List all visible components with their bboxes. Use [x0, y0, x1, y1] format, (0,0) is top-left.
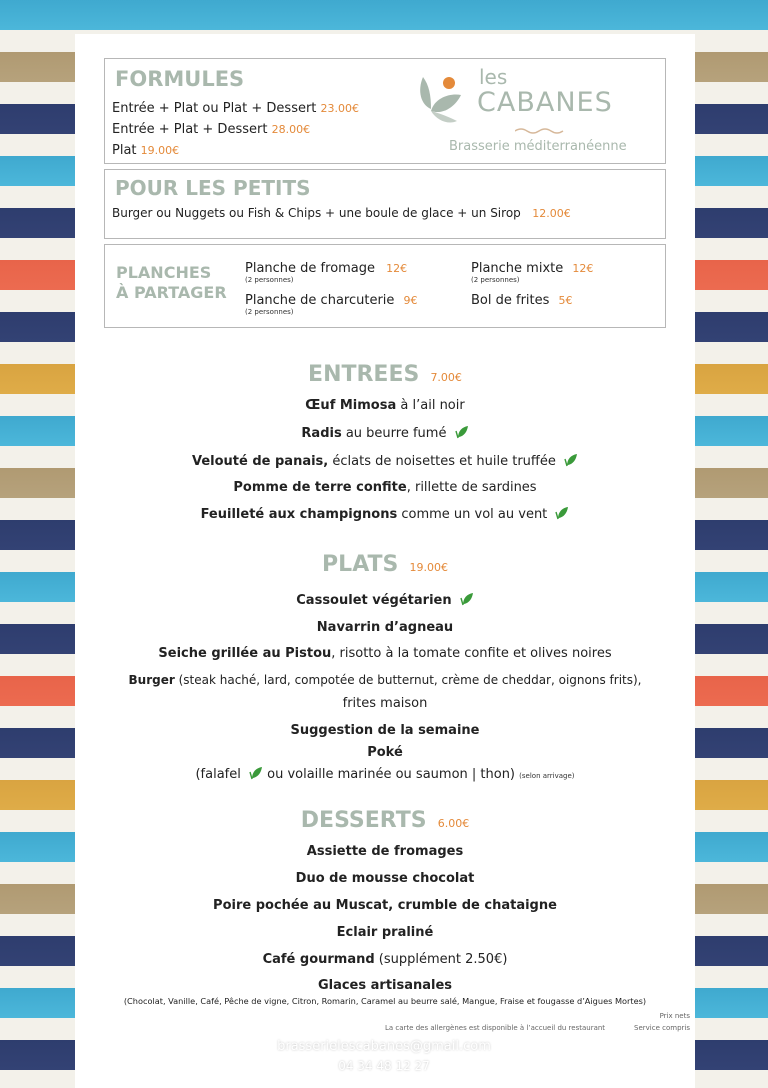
poke-detail: (falafel ou volaille marinée ou saumon | thon) (selon arrivage) — [195, 767, 575, 782]
formules-item: Entrée + Plat + Dessert 28.00€ — [112, 122, 311, 137]
entree-item: Velouté de panais, éclats de noisettes et huile truffée — [75, 453, 695, 469]
planche-item: Planche de fromage 12€ (2 personnes) — [245, 261, 408, 284]
leaf-logo-icon — [415, 71, 465, 131]
desserts-heading: DESSERTS 6.00€ — [300, 808, 470, 833]
vegetarian-leaf-icon — [455, 425, 469, 439]
glaces-detail: (Chocolat, Vanille, Café, Pêche de vigne, Citron, Romarin, Caramel au beurre salé, Mangue, Fraise et fougasse d’Aigues Mortes) — [123, 996, 647, 1006]
logo-name: CABANES — [477, 87, 613, 118]
entree-item: Œuf Mimosa à l’ail noir — [305, 398, 465, 413]
logo-tagline: Brasserie méditerranéenne — [449, 139, 627, 154]
formules-item: Entrée + Plat ou Plat + Dessert 23.00€ — [112, 101, 360, 116]
plat-item: Burger (steak haché, lard, compotée de butternut, crème de cheddar, oignons frits), — [128, 673, 642, 687]
allergenes-note: La carte des allergènes est disponible à l’accueil du restaurant — [385, 1024, 606, 1032]
logo-les: les — [479, 65, 508, 89]
poke-title: Poké — [367, 745, 403, 760]
vegetarian-leaf-icon — [555, 506, 569, 520]
entree-item: Pomme de terre confite, rillette de sardines — [233, 480, 537, 495]
dessert-item: Glaces artisanales — [317, 978, 453, 993]
plat-item: Cassoulet végétarien — [75, 592, 695, 608]
dessert-item: Assiette de fromages — [306, 844, 464, 859]
vegetarian-leaf-icon — [460, 592, 474, 606]
planche-item: Planche de charcuterie 9€ (2 personnes) — [245, 293, 418, 316]
entrees-heading: ENTREES 7.00€ — [308, 362, 462, 387]
planche-item: Bol de frites 5€ — [471, 293, 573, 308]
petits-title: POUR LES PETITS — [115, 176, 311, 200]
logo — [415, 65, 655, 157]
plats-heading: PLATS 19.00€ — [322, 552, 448, 577]
formules-title: FORMULES — [115, 67, 245, 91]
dessert-item: Poire pochée au Muscat, crumble de chataigne — [213, 898, 557, 913]
planche-item: Planche mixte 12€ (2 personnes) — [471, 261, 594, 284]
suggestion-title: Suggestion de la semaine — [290, 723, 480, 738]
plat-item: frites maison — [342, 696, 428, 711]
entree-item: Feuilleté aux champignons comme un vol au vent — [75, 506, 695, 522]
dessert-item: Eclair praliné — [336, 925, 434, 940]
formules-box — [104, 58, 666, 164]
wave-icon — [515, 127, 565, 135]
dessert-item: Duo de mousse chocolat — [295, 871, 475, 886]
formules-item: Plat 19.00€ — [112, 143, 180, 158]
petits-box — [104, 169, 666, 239]
plat-item: Seiche grillée au Pistou, risotto à la tomate confite et olives noires — [158, 646, 612, 661]
petits-text: Burger ou Nuggets ou Fish & Chips + une boule de glace + un Sirop 12.00€ — [112, 206, 571, 220]
planches-title: PLANCHES À PARTAGER — [116, 263, 227, 302]
entree-item: Radis au beurre fumé — [75, 425, 695, 441]
planches-box — [104, 244, 666, 328]
vegetarian-leaf-icon — [564, 453, 578, 467]
plat-item: Navarrin d’agneau — [316, 620, 454, 635]
menu-sheet — [75, 34, 695, 1088]
dessert-item: Café gourmand (supplément 2.50€) — [262, 952, 508, 967]
footer-email[interactable]: brasserielescabanes@gmail.com — [277, 1039, 491, 1054]
vegetarian-leaf-icon — [249, 766, 263, 780]
footer-phone[interactable]: 04 34 48 12 27 — [338, 1059, 430, 1073]
service-note: Service compris — [634, 1024, 690, 1032]
prix-nets-note: Prix nets — [659, 1012, 690, 1020]
